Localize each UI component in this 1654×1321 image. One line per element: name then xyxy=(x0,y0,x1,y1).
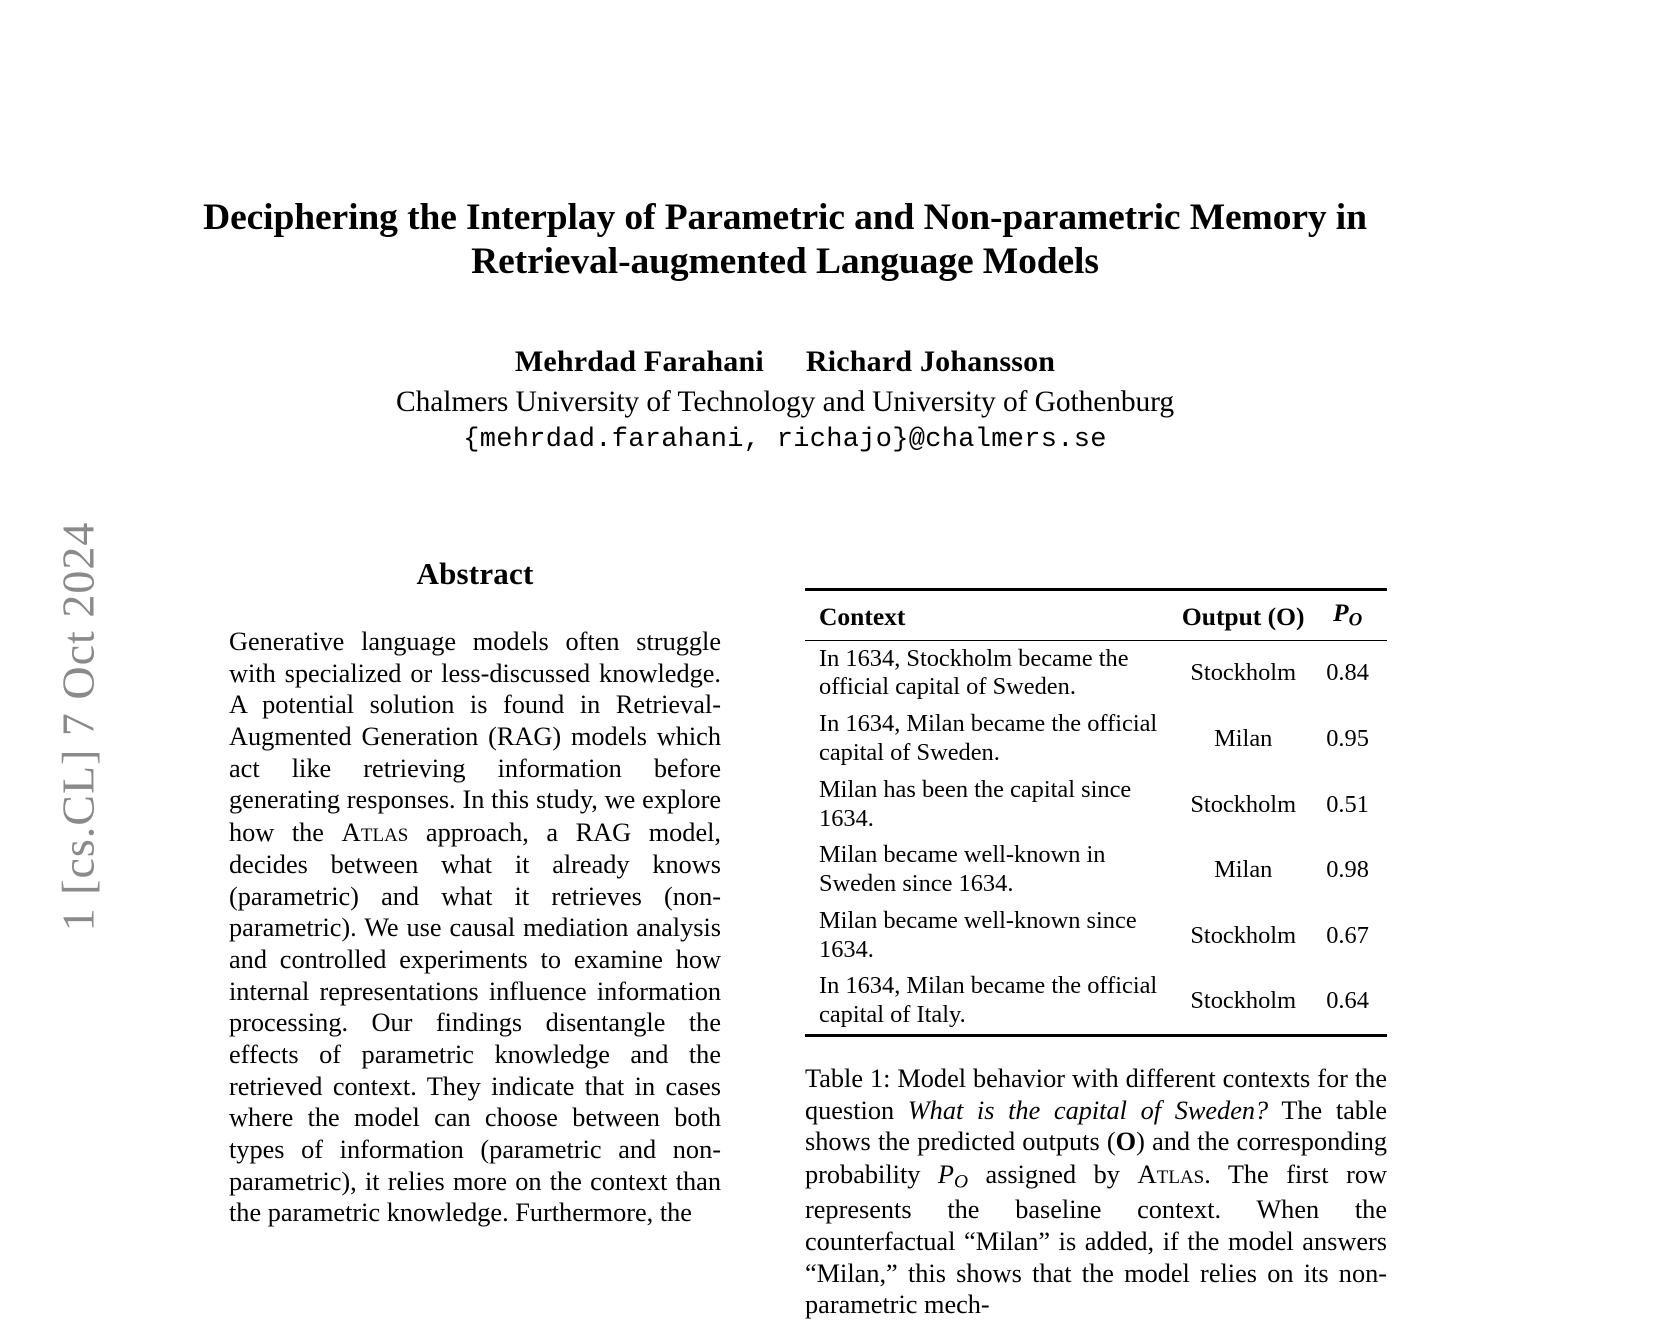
author-emails: {mehrdad.farahani, richajo}@chalmers.se xyxy=(463,425,1107,455)
caption-seg-2: The table shows the predicted outputs ( xyxy=(805,1095,1387,1157)
column-header-context: Context xyxy=(819,601,906,631)
table-row xyxy=(805,968,1387,1035)
author-2: Richard Johansson xyxy=(805,345,1056,378)
table-row xyxy=(805,837,1387,903)
atlas-mention: Atlas xyxy=(341,817,409,848)
affiliation: Chalmers University of Technology and University of Gothenburg xyxy=(396,386,1174,418)
column-header-output: Output (O) xyxy=(1181,601,1305,631)
caption-seg-5: . The first row represents the baseline context. When the counterfactual “Milan” is added, if the model answers “Milan,” this shows that the model relies on its non-parametric mech- xyxy=(805,1160,1387,1320)
prob-symbol: P xyxy=(1332,598,1349,627)
caption-seg-1: Model behavior with different contexts for the question xyxy=(805,1064,1387,1125)
cell-context: Milan has been the capital since 1634. xyxy=(819,775,1132,832)
caption-prob-symbol: P xyxy=(937,1160,954,1190)
caption-question: What is the capital of Sweden? xyxy=(907,1095,1269,1125)
cell-output: Stockholm xyxy=(1190,921,1297,949)
table-row xyxy=(805,641,1387,707)
cell-probability: 0.95 xyxy=(1326,724,1369,752)
left-column xyxy=(229,556,721,1229)
cell-output: Stockholm xyxy=(1190,659,1297,687)
caption-seg-4: assigned by xyxy=(968,1160,1138,1190)
arxiv-sidebar-stamp: 1 [cs.CL] 7 Oct 2024 xyxy=(52,521,104,932)
table-header-row xyxy=(805,591,1387,640)
table-rule-bottom xyxy=(805,1036,1387,1038)
prob-subscript: O xyxy=(1348,609,1363,631)
cell-output: Milan xyxy=(1214,856,1273,884)
title-line-2: Retrieval-augmented Language Models xyxy=(471,240,1099,282)
abstract-part-1: Generative language models often struggle with specialized or less-discussed knowledge. A potential solution is found in Retrieval-Augmented Generation (RAG) models which act like retrieving information before generating responses. In this study, we explore how the xyxy=(229,627,721,848)
abstract-text xyxy=(229,626,721,1229)
column-header-probability xyxy=(1308,591,1387,640)
cell-context: In 1634, Milan became the official capital of Italy. xyxy=(819,972,1158,1029)
title-line-1: Deciphering the Interplay of Parametric and Non-parametric Memory in xyxy=(203,197,1367,238)
right-column xyxy=(805,556,1387,1321)
caption-seg-3: ) and the corresponding probability xyxy=(805,1127,1387,1190)
abstract-part-2: approach, a RAG model, decides between what it already knows (parametric) and what it retrieves (non-parametric). We use causal mediation analysis and controlled experiments to examine how internal representations influence information processing. Our findings disentangle the effects of parametric knowledge and the retrieved context. They indicate that in cases where the model can choose between both types of information (parametric and non-parametric), it relies more on the context than the parametric knowledge. Furthermore, the xyxy=(229,818,722,1228)
caption-prob-subscript: O xyxy=(953,1171,969,1193)
table-row xyxy=(805,706,1387,772)
author-block xyxy=(180,345,1390,455)
cell-context: Milan became well-known in Sweden since 1634. xyxy=(819,841,1106,898)
table-caption xyxy=(805,1063,1387,1321)
cell-output: Stockholm xyxy=(1190,790,1297,818)
table-row xyxy=(805,772,1387,838)
author-1: Mehrdad Farahani xyxy=(514,345,764,378)
caption-label: Table 1: xyxy=(805,1064,891,1094)
cell-context: In 1634, Stockholm became the official capital of Sweden. xyxy=(819,644,1129,701)
title-block xyxy=(180,196,1390,284)
abstract-heading: Abstract xyxy=(416,556,534,591)
cell-output: Milan xyxy=(1214,724,1273,752)
page-title xyxy=(180,196,1390,284)
cell-probability: 0.84 xyxy=(1326,659,1369,687)
table-1 xyxy=(805,588,1387,1037)
caption-atlas-mention: Atlas xyxy=(1137,1159,1205,1190)
table-row xyxy=(805,903,1387,969)
cell-probability: 0.98 xyxy=(1326,856,1369,884)
cell-context: In 1634, Milan became the official capital of Sweden. xyxy=(819,710,1158,766)
author-names xyxy=(180,345,1390,379)
cell-probability: 0.64 xyxy=(1326,987,1369,1015)
cell-probability: 0.67 xyxy=(1326,921,1369,949)
cell-output: Stockholm xyxy=(1190,987,1297,1015)
cell-context: Milan became well-known since 1634. xyxy=(819,906,1137,963)
caption-bold-o: O xyxy=(1115,1127,1137,1157)
cell-probability: 0.51 xyxy=(1326,790,1369,818)
